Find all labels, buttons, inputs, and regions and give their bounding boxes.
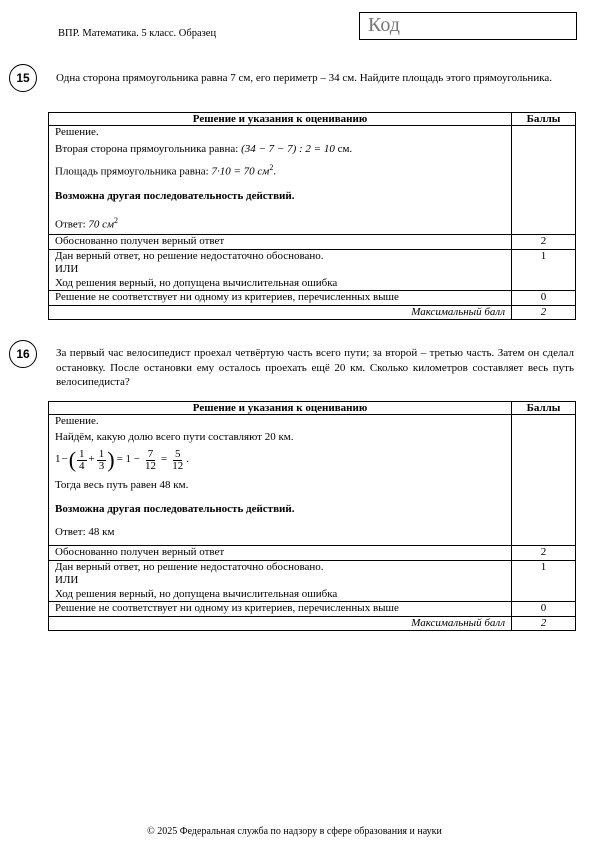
criterion-text: Решение не соответствует ни одному из критериев, перечисленных выше	[49, 602, 512, 617]
criterion-points: 1	[512, 560, 576, 602]
max-score-value: 2	[512, 616, 576, 631]
solution-line-3: Тогда весь путь равен 48 км.	[55, 479, 189, 491]
fraction-1-3: $\frac{1}{3}$	[98, 447, 105, 472]
task-16-criteria-table	[48, 401, 576, 631]
line1-text: Вторая сторона прямоугольника равна:	[55, 142, 239, 155]
answer-line	[55, 214, 505, 232]
line1-formula: (34 − 7 − 7) : 2 = 10	[241, 142, 335, 155]
table-row	[49, 560, 576, 602]
criterion-points: 0	[512, 602, 576, 617]
solution-line-1	[55, 143, 505, 157]
solution-label: Решение.	[55, 126, 99, 138]
criterion-or: ИЛИ	[55, 574, 79, 586]
solution-line-1: Найдём, какую долю всего пути составляют 20 км.	[55, 430, 294, 443]
answer-line: Ответ: 48 км	[55, 526, 115, 538]
code-box	[359, 12, 577, 40]
table-row	[49, 291, 576, 306]
formula-eq2: =	[161, 453, 168, 466]
criterion-text: Обоснованно получен верный ответ	[49, 546, 512, 561]
footer-copyright: © 2025 Федеральная служба по надзору в сфере образования и науки	[147, 826, 442, 837]
alternative-note: Возможна другая последовательность действий.	[55, 190, 295, 203]
formula-end: .	[186, 453, 189, 466]
task-16-number: 16	[9, 340, 37, 368]
solution-row	[49, 126, 576, 235]
criterion-points: 0	[512, 291, 576, 306]
solution-formula	[55, 446, 505, 474]
answer-sup: 2	[114, 215, 119, 225]
max-score-value: 2	[512, 305, 576, 320]
table-row	[49, 249, 576, 291]
header-points: Баллы	[512, 402, 576, 415]
criterion-points: 2	[512, 235, 576, 250]
right-paren: )	[107, 447, 115, 472]
max-score-row	[49, 305, 576, 320]
table-row	[49, 602, 576, 617]
criterion-text: Обоснованно получен верный ответ	[49, 235, 512, 250]
criterion-text: Решение не соответствует ни одному из критериев, перечисленных выше	[49, 291, 512, 306]
table-header-row	[49, 402, 576, 415]
criterion-points: 1	[512, 249, 576, 291]
formula-one: 1	[55, 453, 61, 466]
line2-text: Площадь прямоугольника равна:	[55, 165, 209, 178]
solution-cell	[49, 415, 512, 546]
header-points: Баллы	[512, 113, 576, 126]
criterion-or: ИЛИ	[55, 263, 79, 275]
task-15-criteria-table	[48, 112, 576, 320]
task-16-text: За первый час велосипедист проехал четвёртую часть всего пути; за второй – третью часть. Затем он сделал остановку. После остановки ему осталось проехать ещё 20 км. Сколько километров составляет весь путь велосипедиста?	[56, 347, 574, 388]
formula-minus: −	[61, 453, 68, 466]
fraction-5-12: $\frac{5}{12}$	[172, 447, 184, 472]
solution-label: Решение.	[55, 415, 99, 427]
max-score-label: Максимальный балл	[49, 305, 512, 320]
criterion-text-line: Дан верный ответ, но решение недостаточно обосновано.	[55, 249, 324, 262]
task-15-number: 15	[9, 64, 37, 92]
criterion-points: 2	[512, 546, 576, 561]
answer-value: 70 см	[88, 218, 115, 231]
fraction-7-12: $\frac{7}{12}$	[145, 447, 157, 472]
criterion-text-line: Дан верный ответ, но решение недостаточно обосновано.	[55, 560, 324, 573]
criterion-text-line-2: Ход решения верный, но допущена вычислительная ошибка	[55, 276, 338, 289]
max-score-label: Максимальный балл	[49, 616, 512, 631]
table-row	[49, 235, 576, 250]
code-label: Код	[368, 14, 400, 36]
task-15-text: Одна сторона прямоугольника равна 7 см, его периметр – 34 см. Найдите площадь этого прямоугольника.	[56, 72, 553, 84]
criterion-text	[49, 249, 512, 291]
line1-unit: см.	[337, 142, 353, 155]
solution-row	[49, 415, 576, 546]
doc-header-title: ВПР. Математика. 5 класс. Образец	[58, 28, 217, 39]
criterion-text	[49, 560, 512, 602]
formula-eq1: = 1 −	[116, 453, 141, 466]
header-solution: Решение и указания к оцениванию	[49, 113, 512, 126]
formula-plus: +	[88, 453, 95, 466]
table-header-row	[49, 113, 576, 126]
solution-cell	[49, 126, 512, 235]
fraction-1-4: $\frac{1}{4}$	[79, 447, 85, 472]
table-row	[49, 546, 576, 561]
line2-end: .	[273, 165, 277, 178]
max-score-row	[49, 616, 576, 631]
criterion-text-line-2: Ход решения верный, но допущена вычислительная ошибка	[55, 587, 338, 600]
header-solution: Решение и указания к оцениванию	[49, 402, 512, 415]
solution-line-2	[55, 161, 505, 179]
line2-formula: 7·10 = 70 см	[211, 165, 270, 178]
left-paren: (	[68, 447, 77, 472]
line2-sup: 2	[269, 163, 274, 172]
answer-label: Ответ:	[55, 218, 86, 231]
alternative-note: Возможна другая последовательность действий.	[55, 502, 295, 515]
